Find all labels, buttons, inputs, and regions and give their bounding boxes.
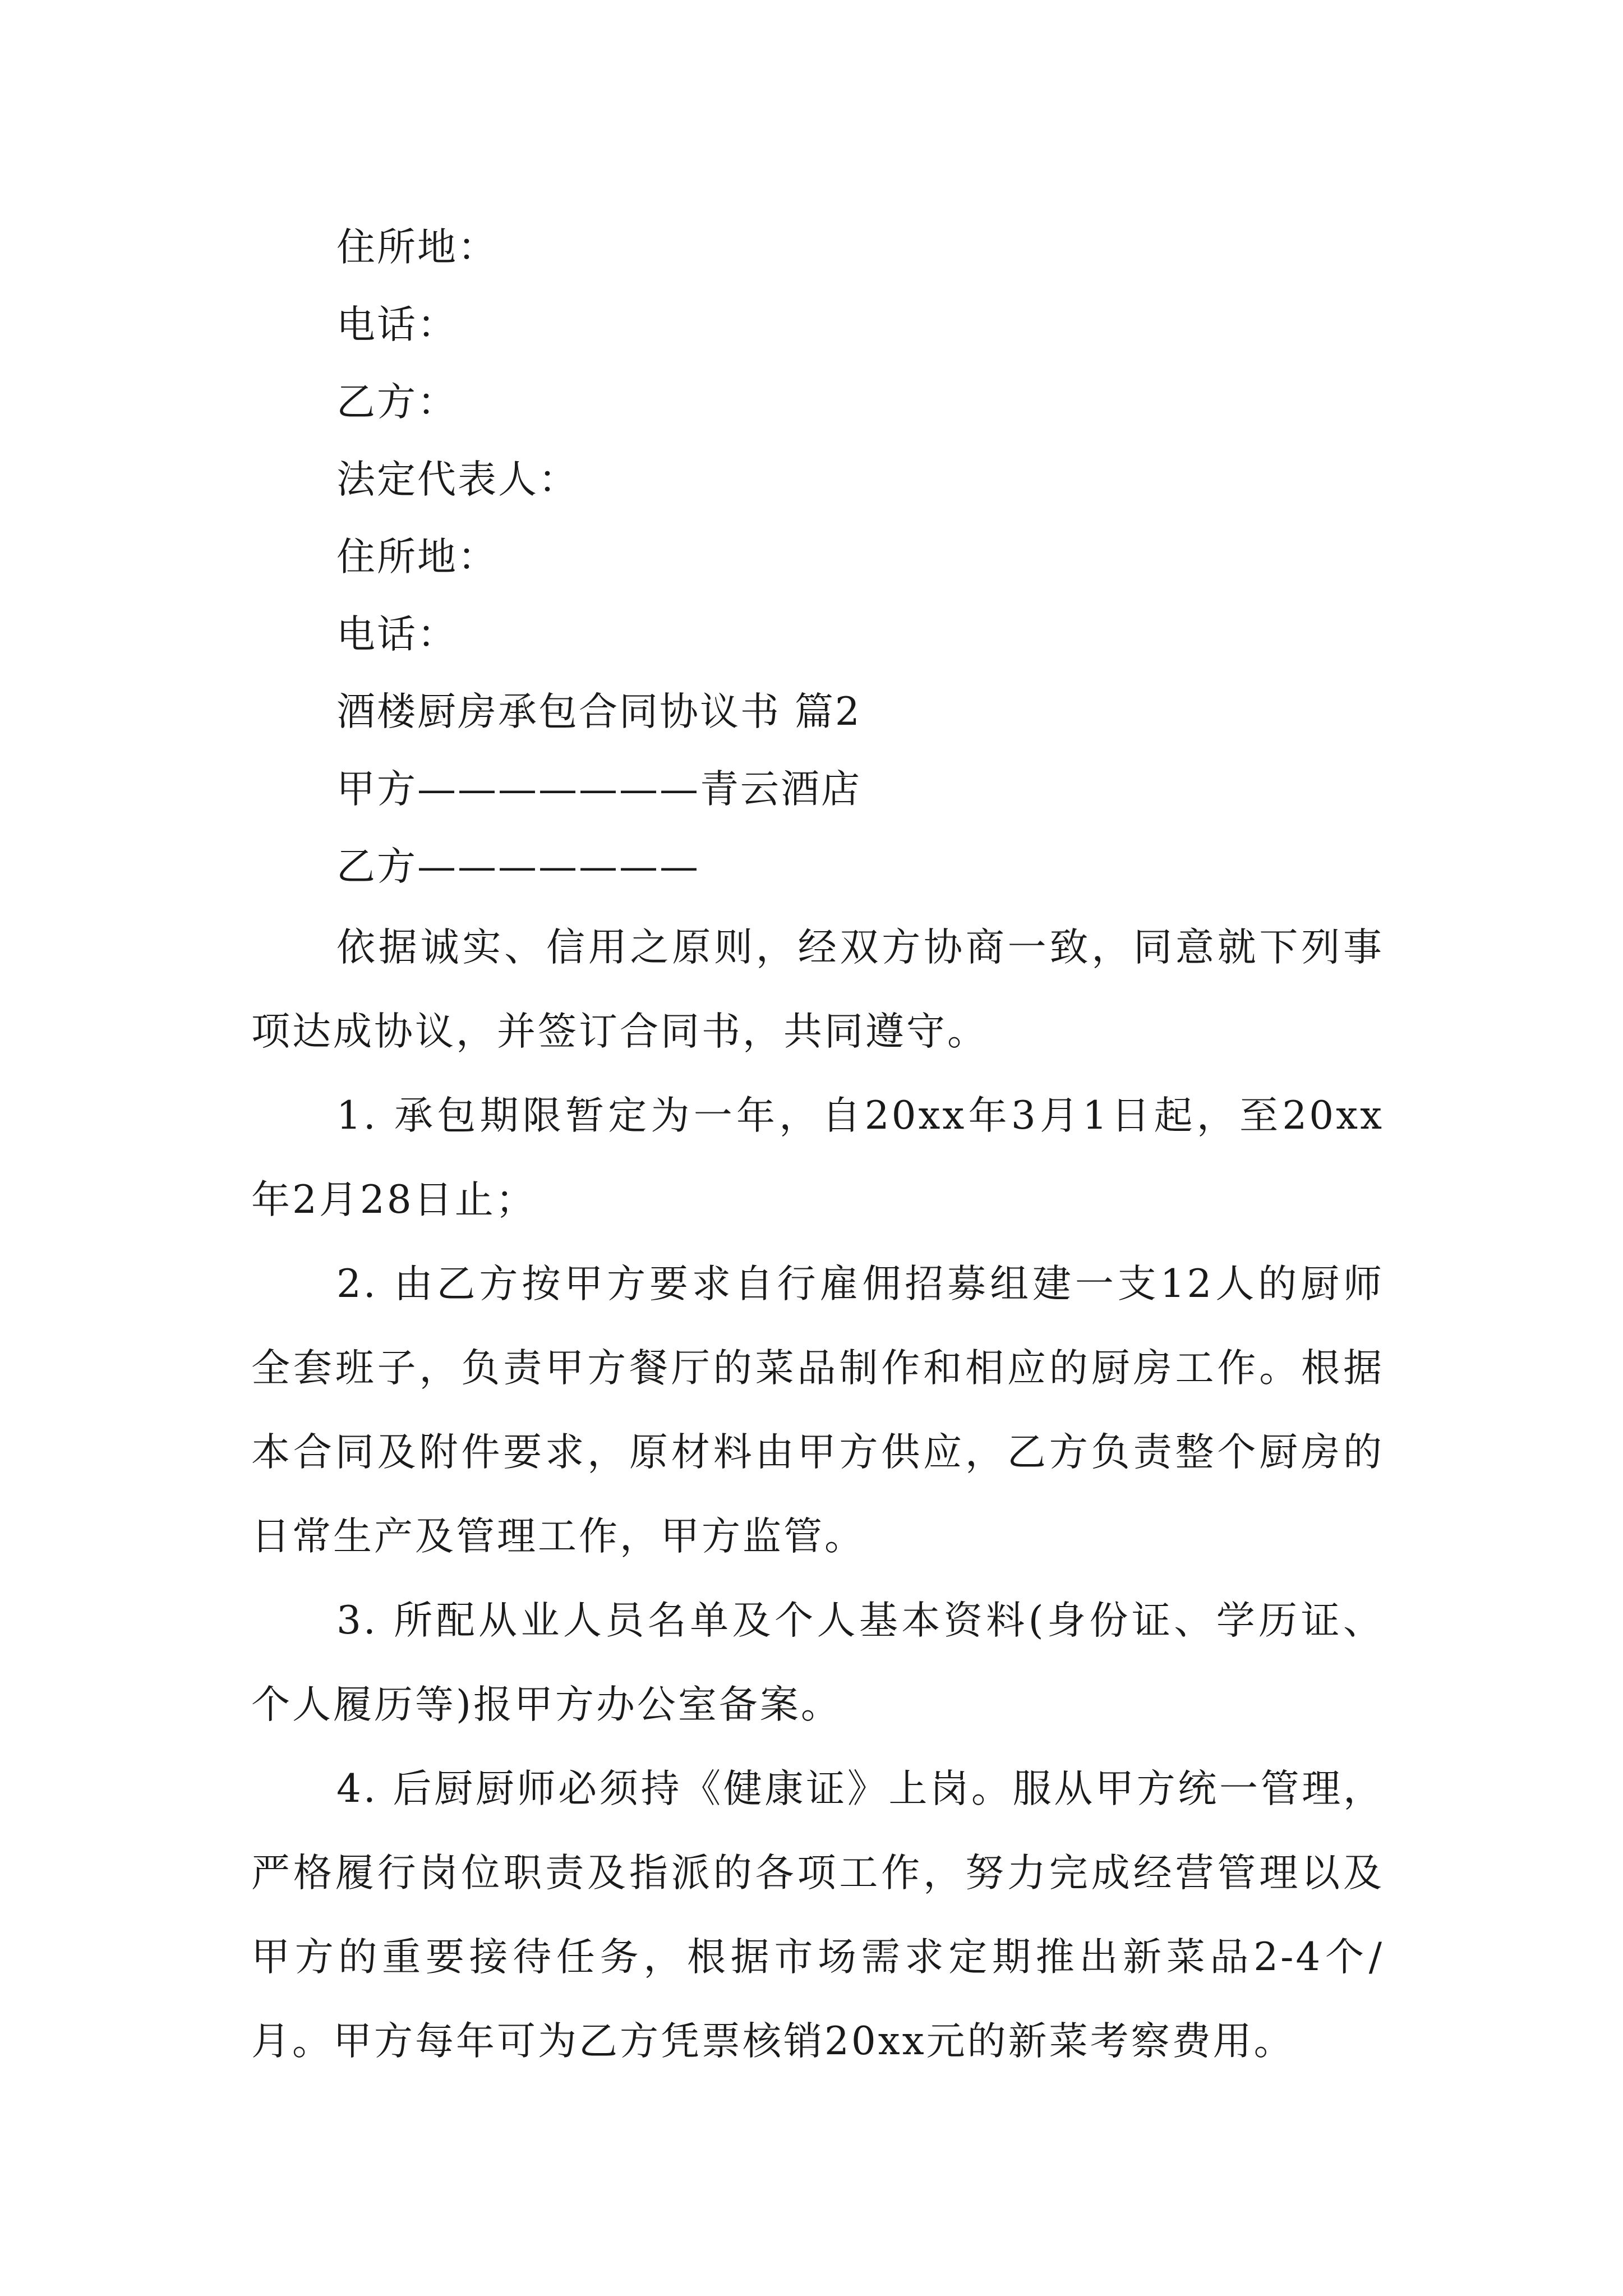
party-a-line: 甲方———————青云酒店 — [336, 767, 861, 812]
party-b-field: 乙方： — [336, 380, 458, 425]
section-title: 酒楼厨房承包合同协议书 篇2 — [336, 689, 861, 734]
party-b-line: 乙方——————— — [336, 844, 700, 889]
legal-representative-field: 法定代表人： — [336, 457, 579, 502]
clause-2-paragraph: 2. 由乙方按甲方要求自行雇佣招募组建一支12人的厨师全套班子，负责甲方餐厅的菜品制作和相应的厨房工作。根据本合同及附件要求，原材料由甲方供应，乙方负责整个厨房的日常生产及管理工作，甲方监管。 — [251, 1262, 1384, 1559]
party-a-phone-field: 电话： — [336, 302, 458, 347]
party-b-address-field: 住所地： — [336, 535, 498, 579]
preamble-paragraph: 依据诚实、信用之原则，经双方协商一致，同意就下列事项达成协议，并签订合同书，共同遵守。 — [251, 925, 1384, 1054]
party-a-address-field: 住所地： — [336, 225, 498, 270]
clause-1-paragraph: 1. 承包期限暂定为一年，自20xx年3月1日起，至20xx年2月28日止； — [251, 1093, 1384, 1222]
contract-body — [251, 209, 1384, 2083]
clause-3-paragraph: 3. 所配从业人员名单及个人基本资料(身份证、学历证、个人履历等)报甲方办公室备案。 — [251, 1598, 1384, 1727]
clause-4-paragraph: 4. 后厨厨师必须持《健康证》上岗。服从甲方统一管理，严格履行岗位职责及指派的各项工作，努力完成经营管理以及甲方的重要接待任务，根据市场需求定期推出新菜品2-4个/月。甲方每年可为乙方凭票核销20xx元的新菜考察费用。 — [251, 1766, 1384, 2064]
party-b-phone-field: 电话： — [336, 612, 458, 657]
